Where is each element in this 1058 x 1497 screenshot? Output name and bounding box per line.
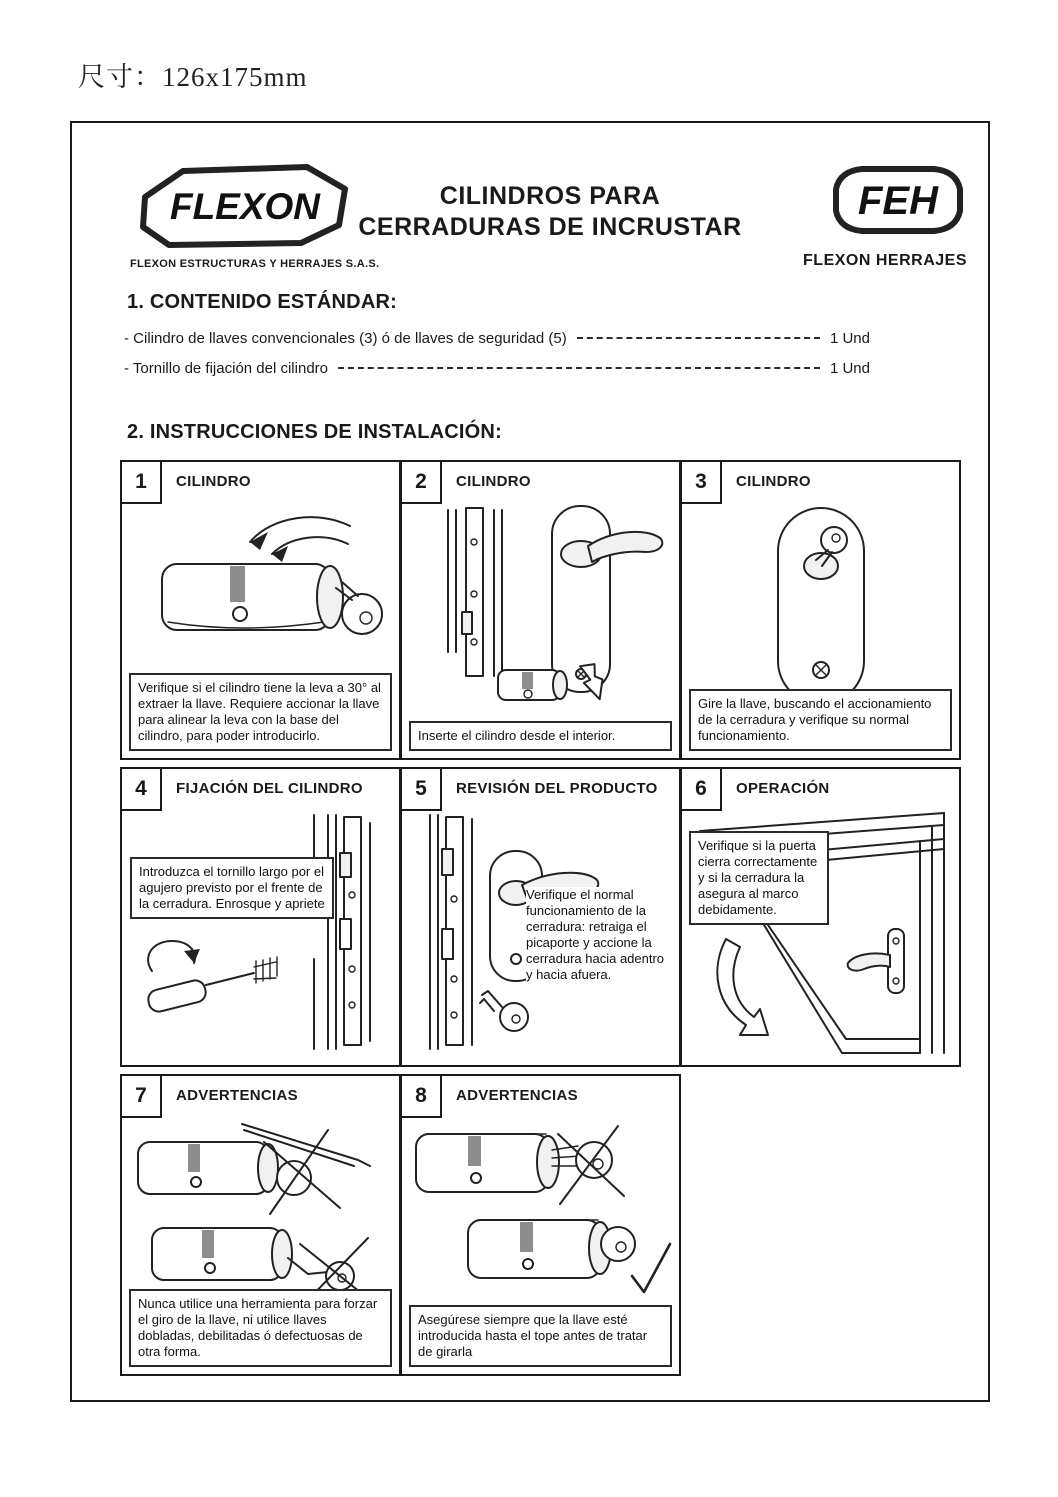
contents-item-label: - Tornillo de fijación del cilindro [124,359,328,377]
panel-number: 7 [120,1074,162,1118]
panel-title: ADVERTENCIAS [176,1087,298,1104]
feh-brand-block [790,163,980,270]
panel-number: 3 [680,460,722,504]
panel-number: 5 [400,767,442,811]
panel-title: ADVERTENCIAS [456,1087,578,1104]
contents-item [124,353,870,383]
instruction-panel-4 [120,767,401,1067]
document-title-line2: CERRADURAS DE INCRUSTAR [358,213,742,241]
contents-item [124,323,870,353]
panel-caption: Verifique el normal funcionamiento de la cerradura: retraiga el picaporte y accione la cerradura hacia adentro y hacia afuera. [526,887,674,983]
door-edge-cylinder-insert-illustration [402,502,679,720]
instruction-panel-3 [680,460,961,760]
instruction-panel-2 [400,460,681,760]
cylinder-with-key-illustration [122,502,399,664]
instructions-heading: 2. INSTRUCCIONES DE INSTALACIÓN: [127,421,502,443]
feh-logo-text: FEH [857,179,938,223]
contents-item-qty: 1 Und [829,329,870,347]
flexon-brand-block [130,163,380,270]
panel-number: 2 [400,460,442,504]
flexon-company-name: FLEXON ESTRUCTURAS Y HERRAJES S.A.S. [130,258,380,270]
dotted-leader [338,367,820,369]
key-insertion-check-illustration [402,1116,679,1308]
panel-caption: Nunca utilice una herramienta para forzar el giro de la llave, ni utilice llaves dobladas, debilitadas ó defectuosas de otra forma. [129,1289,392,1367]
page-size-note: 尺寸：126x175mm [78,62,308,92]
panel-number: 4 [120,767,162,811]
panel-caption: Verifique si la puerta cierra correctamente y si la cerradura la asegura al marco debidamente. [689,831,829,925]
instruction-panel-8 [400,1074,681,1376]
contents-heading: 1. CONTENIDO ESTÁNDAR: [127,291,397,313]
panel-title: CILINDRO [176,473,251,490]
panel-caption: Introduzca el tornillo largo por el agujero previsto por el frente de la cerradura. Enrosque y apriete [130,857,334,919]
panel-caption: Verifique si el cilindro tiene la leva a 30° al extraer la llave. Requiere accionar la llave para alinear la leva con la base del cilindro, para poder introducirlo. [129,673,392,751]
instruction-panel-6 [680,767,961,1067]
feh-company-name: FLEXON HERRAJES [803,252,967,269]
contents-item-qty: 1 Und [829,359,870,377]
flexon-logo-icon [135,163,355,249]
dotted-leader [577,337,820,339]
screwdriver-fixing-illustration [122,809,399,1059]
plate-key-turn-illustration [682,502,959,710]
panel-title: CILINDRO [456,473,531,490]
instruction-panel-1 [120,460,401,760]
panel-caption: Inserte el cilindro desde el interior. [409,721,672,751]
panel-caption: Gire la llave, buscando el accionamiento de la cerradura y verifique su normal funcionamiento. [689,689,952,751]
forbidden-tool-bent-key-illustration [122,1116,399,1308]
flexon-logo-text: FLEXON [169,186,321,227]
panel-title: REVISIÓN DEL PRODUCTO [456,780,658,797]
panel-caption: Asegúrese siempre que la llave esté introducida hasta el tope antes de tratar de girarla [409,1305,672,1367]
instruction-panel-5 [400,767,681,1067]
document-title [340,181,760,243]
contents-list [124,323,870,383]
instruction-panel-7 [120,1074,401,1376]
document-title-line1: CILINDROS PARA [439,182,661,210]
panel-number: 6 [680,767,722,811]
panel-title: FIJACIÓN DEL CILINDRO [176,780,363,797]
panel-title: CILINDRO [736,473,811,490]
panel-number: 8 [400,1074,442,1118]
feh-logo-icon [828,163,968,237]
panel-title: OPERACIÓN [736,780,830,797]
document-sheet [70,121,990,1402]
contents-item-label: - Cilindro de llaves convencionales (3) ó de llaves de seguridad (5) [124,329,567,347]
panel-number: 1 [120,460,162,504]
